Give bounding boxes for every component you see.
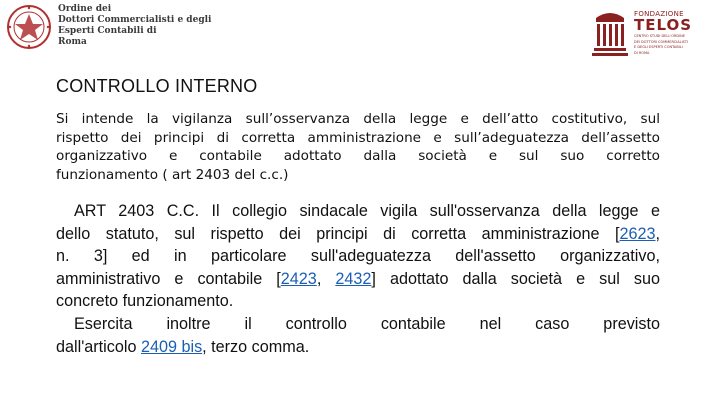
logo-line: Esperti Contabili di [58, 26, 157, 36]
text-span: , terzo comma. [202, 337, 310, 356]
article-2432-link[interactable]: 2432 [335, 269, 372, 288]
paragraph-line: ART 2403 C.C. Il collegio sindacale vigila sull'osservanza della legge e [74, 202, 660, 220]
paragraph-line [56, 268, 660, 291]
text-span: dall'articolo [56, 337, 141, 356]
telos-sub-line: DEI DOTTORI COMMERCIALISTI [634, 39, 688, 44]
article-2409-bis-link[interactable]: 2409 bis [140, 337, 203, 356]
seal-icon [6, 4, 52, 50]
logo-line: Roma [58, 37, 87, 47]
paragraph-line [56, 223, 660, 246]
controllo-contabile-paragraph [56, 313, 660, 358]
article-2623-link[interactable]: 2623 [619, 224, 656, 243]
odcec-logo-text [58, 4, 211, 48]
telos-fondazione: FONDAZIONE [634, 10, 684, 18]
paragraph-line: Esercita inoltre il controllo contabile nel caso previsto [74, 315, 660, 333]
definition-paragraph [56, 110, 660, 184]
telos-logo-text [634, 10, 692, 55]
paragraph-line: organizzativo e contabile adottato dalla società e sul suo corretto [56, 148, 660, 164]
telos-sub-line: E DEGLI ESPERTI CONTABILI [634, 45, 683, 49]
text-span: , [655, 224, 660, 243]
text-span: ] adottato dalla società e sul suo [371, 269, 660, 288]
paragraph-line [56, 336, 660, 359]
logo-line: Ordine dei [58, 4, 112, 14]
temple-icon [592, 8, 628, 58]
text-span: dello statuto, sul rispetto dei principi di corretta amministrazione [ [56, 224, 620, 243]
telos-sub-line: DI ROMA [634, 50, 650, 55]
paragraph-line: funzionamento ( art 2403 del c.c.) [56, 166, 289, 183]
paragraph-line: rispetto dei principi di corretta amministrazione e sull’adeguatezza dell’assetto [56, 129, 660, 146]
article-2423-link[interactable]: 2423 [280, 269, 317, 288]
text-span: amministrativo e contabile [ [56, 269, 281, 288]
paragraph-line: Si intende la vigilanza sull’osservanza della legge e dell’atto costitutivo, sul [56, 111, 660, 127]
paragraph-line: n. 3] ed in particolare sull'adeguatezza dell'assetto organizzativo, [56, 247, 660, 265]
telos-name: TELOS [634, 16, 693, 34]
telos-sub-line: CENTRO STUDI DELL'ORDINE [634, 34, 685, 38]
article-2403-paragraph [56, 200, 660, 313]
text-span: , [316, 269, 336, 288]
odcec-roma-logo [6, 4, 246, 54]
fondazione-telos-logo [592, 8, 718, 66]
paragraph-line: concreto funzionamento. [56, 292, 234, 310]
logo-line: Dottori Commercialisti e degli [58, 15, 212, 25]
page-title: CONTROLLO INTERNO [56, 76, 258, 96]
